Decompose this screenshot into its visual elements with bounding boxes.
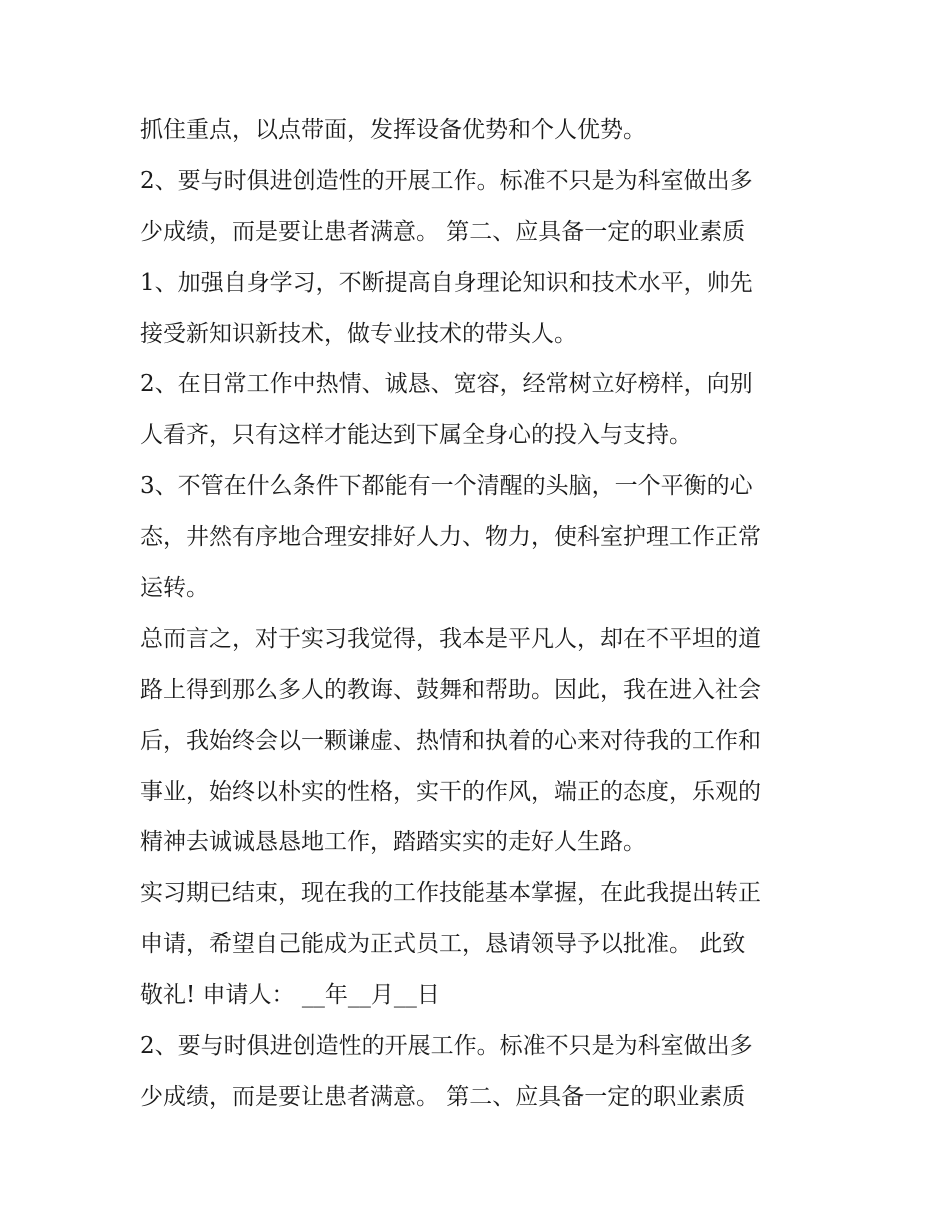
text-line: 2、要与时俱进创造性的开展工作。标准不只是为科室做出多 [140, 167, 753, 194]
text-line: 1、加强自身学习，不断提高自身理论知识和技术水平，帅先 [140, 269, 753, 296]
text-line: 总而言之，对于实习我觉得，我本是平凡人，却在不平坦的道 [140, 625, 761, 652]
text-line: 精神去诚诚恳恳地工作，踏踏实实的走好人生路。 [140, 829, 646, 856]
text-line: 人看齐，只有这样才能达到下属全身心的投入与支持。 [140, 422, 692, 449]
text-line: 2、要与时俱进创造性的开展工作。标准不只是为科室做出多 [140, 1033, 753, 1060]
text-line: 抓住重点，以点带面，发挥设备优势和个人优势。 [140, 117, 646, 143]
text-line: 后，我始终会以一颗谦虚、热情和执着的心来对待我的工作和 [140, 727, 761, 754]
document-body [140, 105, 820, 1123]
text-line: 路上得到那么多人的教诲、鼓舞和帮助。因此，我在进入社会 [140, 676, 761, 703]
text-line: 少成绩，而是要让患者满意。 第二、应具备一定的职业素质 [140, 218, 746, 245]
text-line: 少成绩，而是要让患者满意。 第二、应具备一定的职业素质 [140, 1083, 746, 1110]
text-line: 2、在日常工作中热情、诚恳、宽容，经常树立好榜样，向别 [140, 371, 753, 398]
text-line: 接受新知识新技术，做专业技术的带头人。 [140, 320, 577, 347]
text-line: 事业，始终以朴实的性格，实干的作风，端正的态度，乐观的 [140, 778, 761, 805]
text-line: 实习期已结束，现在我的工作技能基本掌握，在此我提出转正 [140, 880, 761, 907]
text-line: 态，井然有序地合理安排好人力、物力，使科室护理工作正常 [140, 524, 761, 551]
signature-line: 敬礼! 申请人： __年__月__日 [140, 982, 440, 1009]
text-line: 运转。 [140, 575, 209, 602]
text-line: 申请，希望自己能成为正式员工，恳请领导予以批准。 此致 [140, 931, 746, 958]
text-line: 3、不管在什么条件下都能有一个清醒的头脑，一个平衡的心 [140, 473, 753, 500]
